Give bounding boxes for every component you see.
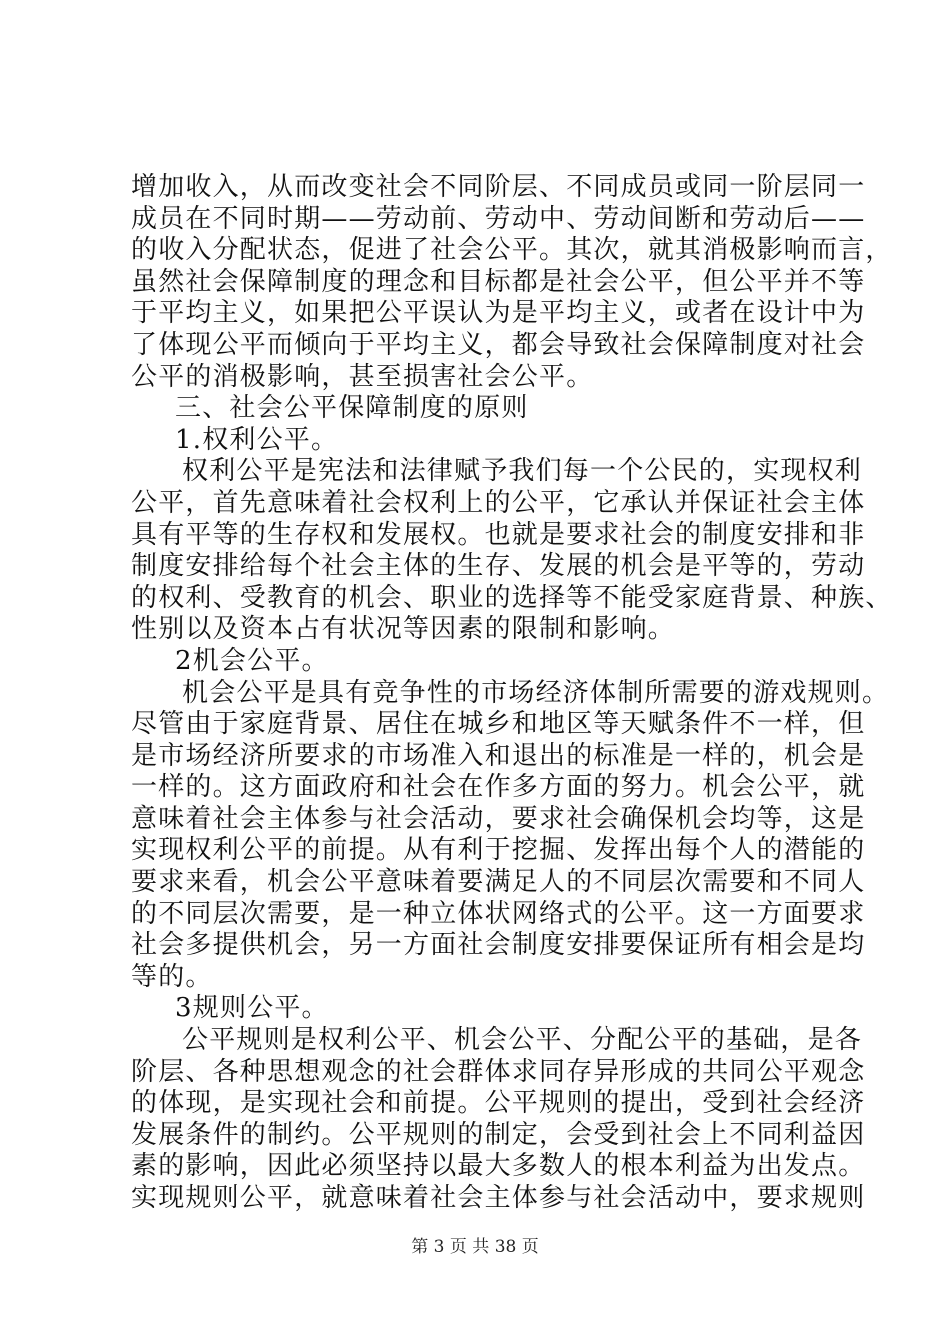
text-line: 3规则公平。 <box>175 993 329 1024</box>
text-line: 增加收入，从而改变社会不同阶层、不同成员或同一阶层同一 <box>131 172 866 202</box>
text-line: 是市场经济所要求的市场准入和退出的标准是一样的，机会是 <box>131 740 866 771</box>
text-line: 社会多提供机会，另一方面社会制度安排要保证所有相会是均 <box>131 930 866 961</box>
text-line: 等的。 <box>131 961 213 992</box>
text-line: 公平的消极影响，甚至损害社会公平。 <box>131 361 594 392</box>
text-line: 了体现公平而倾向于平均主义，都会导致社会保障制度对社会 <box>131 329 866 360</box>
text-line: 具有平等的生存权和发展权。也就是要求社会的制度安排和非 <box>131 519 866 550</box>
text-line: 实现权利公平的前提。从有利于挖掘、发挥出每个人的潜能的 <box>131 835 866 866</box>
text-line: 三、社会公平保障制度的原则 <box>175 393 529 424</box>
text-line: 制度安排给每个社会主体的生存、发展的机会是平等的，劳动 <box>131 551 866 582</box>
text-line: 实现规则公平，就意味着社会主体参与社会活动中，要求规则 <box>131 1183 866 1213</box>
page-footer <box>0 1237 950 1257</box>
text-line: 要求来看，机会公平意味着要满足人的不同层次需要和不同人 <box>131 867 866 898</box>
text-line: 权利公平是宪法和法律赋予我们每一个公民的，实现权利 <box>182 456 863 487</box>
text-line: 于平均主义，如果把公平误认为是平均主义，或者在设计中为 <box>131 298 866 329</box>
text-line: 公平，首先意味着社会权利上的公平，它承认并保证社会主体 <box>131 487 866 518</box>
text-line: 意味着社会主体参与社会活动，要求社会确保机会均等，这是 <box>131 803 866 834</box>
text-line: 机会公平是具有竞争性的市场经济体制所需要的游戏规则。 <box>182 677 890 708</box>
text-line: 性别以及资本占有状况等因素的限制和影响。 <box>131 614 676 645</box>
page-number-label: 第 3 页 共 38 页 <box>411 1237 539 1257</box>
text-line: 一样的。这方面政府和社会在作多方面的努力。机会公平，就 <box>131 772 866 803</box>
text-line: 虽然社会保障制度的理念和目标都是社会公平，但公平并不等 <box>131 266 866 297</box>
text-line: 尽管由于家庭背景、居住在城乡和地区等天赋条件不一样，但 <box>131 709 866 740</box>
text-line: 阶层、各种思想观念的社会群体求同存异形成的共同公平观念 <box>131 1056 866 1087</box>
text-line: 的权利、受教育的机会、职业的选择等不能受家庭背景、种族、 <box>131 582 893 613</box>
text-line: 的不同层次需要，是一种立体状网络式的公平。这一方面要求 <box>131 898 866 929</box>
text-line: 的体现，是实现社会和前提。公平规则的提出，受到社会经济 <box>131 1088 866 1119</box>
text-line: 素的影响，因此必须坚持以最大多数人的根本利益为出发点。 <box>131 1151 866 1182</box>
text-line: 1.权利公平。 <box>175 424 339 455</box>
text-line: 2机会公平。 <box>175 645 329 676</box>
text-line: 成员在不同时期——劳动前、劳动中、劳动间断和劳动后—— <box>131 203 866 234</box>
text-line: 的收入分配状态，促进了社会公平。其次，就其消极影响而言， <box>131 235 893 266</box>
text-line: 公平规则是权利公平、机会公平、分配公平的基础，是各 <box>182 1025 863 1056</box>
document-body <box>131 172 893 1215</box>
text-line: 发展条件的制约。公平规则的制定，会受到社会上不同利益因 <box>131 1119 866 1150</box>
